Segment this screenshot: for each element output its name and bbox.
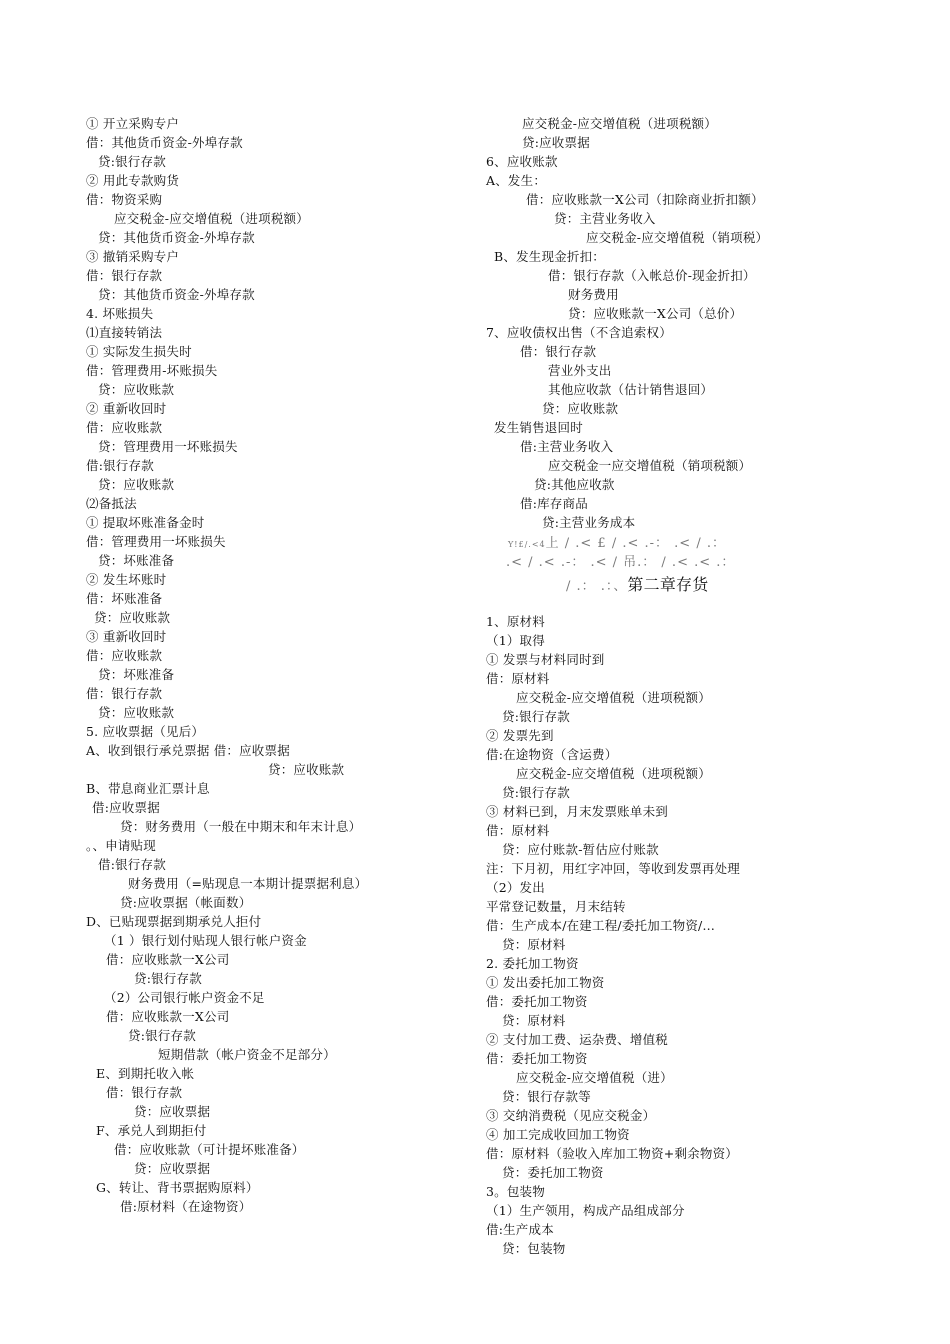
text-line: 1、原材料 [486, 614, 545, 629]
text-line: （2）发出 [486, 880, 545, 895]
text-line: ② 发票先到 [486, 728, 554, 743]
text-line: ① 发出委托加工物资 [486, 975, 605, 990]
text-line: 借：管理费用一坏账损失 [86, 534, 226, 549]
text-line: 贷:银行存款 [134, 971, 202, 986]
text-line: 应交税金-应交增值税（进项税额） [516, 690, 711, 705]
text-line: 贷：银行存款等 [502, 1089, 591, 1104]
text-line: 5. 应收票据（见后） [86, 724, 205, 739]
text-line: 借：坏账准备 [86, 591, 163, 606]
text-line: （2）公司银行帐户资金不足 [104, 990, 265, 1005]
text-line: 贷：应收账款 [98, 705, 175, 720]
text-line: ③ 交纳消费税（见应交税金） [486, 1108, 656, 1123]
text-line: 贷：其他货币资金-外埠存款 [98, 230, 255, 245]
text-line: 借:库存商品 [520, 496, 588, 511]
text-line: 发生销售退回时 [494, 420, 583, 435]
text-line: 借：其他货币资金-外埠存款 [86, 135, 243, 150]
chapter-title: 第二章存货 [627, 575, 709, 594]
right-bottom-block [486, 612, 916, 1258]
text-line: 借：应收账款一X公司 [106, 952, 230, 967]
text-line: 贷：应收账款一X公司（总价） [568, 306, 743, 321]
text-line: 借：委托加工物资 [486, 1051, 588, 1066]
text-line: 贷：管理费用一坏账损失 [98, 439, 238, 454]
text-line: 贷：应收票据 [134, 1161, 211, 1176]
text-line: 3。包装物 [486, 1184, 545, 1199]
text-line: ② 发生坏账时 [86, 572, 167, 587]
text-line: 营业外支出 [548, 363, 612, 378]
text-line: 贷：应收账款 [542, 401, 619, 416]
text-line: 贷：财务费用（一般在中期末和年末计息） [120, 819, 362, 834]
text-line: 借：银行存款 [106, 1085, 183, 1100]
garbled-text: 上 / .< £ / .< .-： .< / .： [545, 536, 726, 551]
text-line: D、已贴现票据到期承兑人拒付 [86, 914, 262, 929]
text-line: 借：委托加工物资 [486, 994, 588, 1009]
text-line: 贷：主营业务收入 [554, 211, 656, 226]
garbled-line [486, 534, 916, 553]
text-line: 2. 委托加工物资 [486, 956, 579, 971]
text-line: ① 提取坏账准备金时 [86, 515, 205, 530]
text-line: B、发生现金折扣： [494, 249, 605, 264]
text-line: ③ 重新收回时 [86, 629, 167, 644]
text-line: 贷：原材料 [502, 937, 566, 952]
text-line: ④ 加工完成收回加工物资 [486, 1127, 630, 1142]
text-line: A、收到银行承兑票据 借：应收票据 [86, 743, 290, 758]
text-line: 。、申请贴现 [86, 838, 156, 853]
text-line: 贷:银行存款 [98, 154, 166, 169]
text-line: 应交税金-应交增值税（进项税额） [516, 766, 711, 781]
text-line: E、到期托收入帐 [96, 1066, 195, 1081]
text-line: 借:主营业务收入 [520, 439, 614, 454]
chapter-heading [486, 572, 916, 598]
text-line: 贷:应收票据 [522, 135, 590, 150]
text-line: 贷：坏账准备 [98, 667, 175, 682]
text-line: 7、应收债权出售（不含追索权） [486, 325, 672, 340]
text-line: （1）生产领用，构成产品组成部分 [486, 1203, 685, 1218]
text-line: 应交税金-应交增值税（进项税额） [522, 116, 717, 131]
text-line: 贷：原材料 [502, 1013, 566, 1028]
left-column [86, 114, 486, 1216]
garbled-line: .< / .< .-： .< / 吊.： / .< .< .： [506, 555, 736, 570]
text-line: B、带息商业汇票计息 [86, 781, 210, 796]
text-line: 应交税金-应交增值税（进） [516, 1070, 673, 1085]
text-line: 借：原材料 [486, 671, 550, 686]
text-line: ③ 撤销采购专户 [86, 249, 180, 264]
text-line: 借:银行存款 [86, 458, 154, 473]
text-line: 4. 坏账损失 [86, 306, 154, 321]
text-line: 贷：其他货币资金-外埠存款 [98, 287, 255, 302]
text-line: 贷：应收账款 [268, 762, 345, 777]
text-line: 贷：包装物 [502, 1241, 566, 1256]
spacer [486, 598, 916, 612]
text-line: 借：应收账款（可计提坏账准备） [114, 1142, 305, 1157]
text-line: 贷:银行存款 [128, 1028, 196, 1043]
text-line: 贷:应收票据（帐面数） [120, 895, 252, 910]
text-line: 财务费用 [568, 287, 619, 302]
garbled-text: / .： .：、 [566, 579, 628, 594]
text-line: ② 支付加工费、运杂费、增值税 [486, 1032, 668, 1047]
text-line: 借：应收账款 [86, 420, 163, 435]
text-line: ⑵备抵法 [86, 496, 137, 511]
text-line: 借：管理费用-坏账损失 [86, 363, 218, 378]
text-line: 贷:其他应收款 [534, 477, 615, 492]
text-line: 注：下月初，用红字冲回，等收到发票再处理 [486, 861, 741, 876]
text-line: 贷：应收账款 [98, 477, 175, 492]
text-line: 贷:主营业务成本 [542, 515, 636, 530]
text-line: ① 发票与材料同时到 [486, 652, 605, 667]
text-line: 应交税金-应交增值税（销项税） [586, 230, 769, 245]
text-line: 6、应收账款 [486, 154, 558, 169]
text-line: 借：应收账款一X公司（扣除商业折扣额） [526, 192, 764, 207]
text-line: 借：银行存款 [86, 268, 163, 283]
text-line: G、转让、背书票据购原料） [96, 1180, 259, 1195]
text-line: 借：原材料（验收入库加工物资+剩余物资） [486, 1146, 738, 1161]
text-line: ② 用此专款购货 [86, 173, 180, 188]
text-line: ⑴直接转销法 [86, 325, 163, 340]
text-line: 贷:银行存款 [502, 785, 570, 800]
text-line: 贷：应收票据 [134, 1104, 211, 1119]
text-line: 贷:银行存款 [502, 709, 570, 724]
text-line: 借：银行存款 [520, 344, 597, 359]
text-line: 应交税金一应交增值税（销项税额） [548, 458, 752, 473]
text-line: ① 开立采购专户 [86, 116, 180, 131]
text-line: ① 实际发生损失时 [86, 344, 192, 359]
text-line: 财务费用（=贴现息一本期计提票据利息） [128, 876, 368, 891]
right-top-block [486, 114, 916, 532]
text-line: 贷：坏账准备 [98, 553, 175, 568]
text-line: 借：银行存款 [86, 686, 163, 701]
text-line: 其他应收款（估计销售退回） [548, 382, 714, 397]
text-line: 借:应收票据 [92, 800, 160, 815]
text-line: ③ 材料已到，月末发票账单未到 [486, 804, 668, 819]
text-line: 贷：委托加工物资 [502, 1165, 604, 1180]
text-line: A、发生： [486, 173, 547, 188]
text-line: 贷：应收账款 [98, 382, 175, 397]
text-line: 贷：应收账款 [94, 610, 171, 625]
text-line: 借：应收账款一X公司 [106, 1009, 230, 1024]
text-line: 借:原材料（在途物资） [120, 1199, 252, 1214]
text-line: 借：物资采购 [86, 192, 163, 207]
text-line: 借:银行存款 [98, 857, 166, 872]
text-line: ② 重新收回时 [86, 401, 167, 416]
text-line: 借:在途物资（含运费） [486, 747, 618, 762]
text-line: F、承兑人到期拒付 [96, 1123, 207, 1138]
text-line: 应交税金-应交增值税（进项税额） [114, 211, 309, 226]
text-line: 平常登记数量，月末结转 [486, 899, 626, 914]
text-line: 借：银行存款（入帐总价-现金折扣） [548, 268, 756, 283]
text-line: 借：原材料 [486, 823, 550, 838]
text-line: 短期借款（帐户资金不足部分） [158, 1047, 336, 1062]
text-line: 贷：应付账款-暂估应付账款 [502, 842, 659, 857]
right-column [486, 114, 916, 1258]
text-line: 借：生产成本/在建工程/委托加工物资/… [486, 918, 716, 933]
garbled-small-text: Y!£/.<4 [508, 540, 546, 549]
text-line: 借：应收账款 [86, 648, 163, 663]
text-line: （1 ）银行划付贴现人银行帐户资金 [104, 933, 307, 948]
text-line: （1）取得 [486, 633, 545, 648]
garbled-ocr-block [486, 534, 916, 598]
text-line: 借:生产成本 [486, 1222, 554, 1237]
